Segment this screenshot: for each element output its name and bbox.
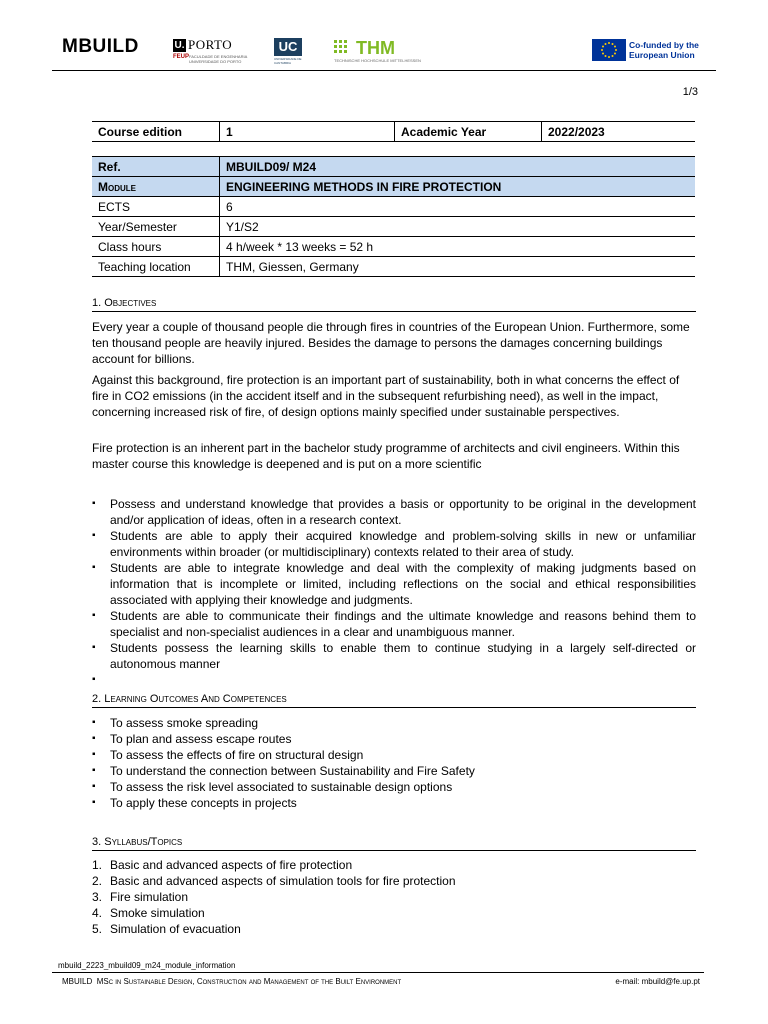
list-item: ▪ Students are able to integrate knowledge and deal with the complexity of making judgments based on information that is incomplete or limited, including reflections on the social and ethical responsibilities associated with applying their knowledge and judgments.	[92, 560, 696, 608]
table-row	[92, 217, 695, 237]
objectives-bullet-list	[92, 496, 696, 688]
list-item	[92, 921, 696, 937]
list-item: ▪ To plan and assess escape routes	[92, 731, 696, 747]
list-item: ▪ Students are able to communicate their findings and the ultimate knowledge and reasons behind them to specialist and non-specialist audiences in a clear and unambiguous manner.	[92, 608, 696, 640]
objectives-paragraph-2: Against this background, fire protection is an important part of sustainability, both in what concerns the effect of fire in CO2 emissions (in the accident itself and in the subsequent refurbishing need), as well in the impact, concerning increased risk of fire, of design options mainly specified under sustainable perspectives.	[92, 373, 680, 419]
item-text: Fire simulation	[110, 890, 189, 904]
footer-program-name: MSc in Sustainable Design, Construction and Management of the Built Environment	[96, 977, 402, 986]
thm-dots-icon	[334, 40, 348, 56]
footer-filename: mbuild_2223_mbuild09_m24_module_information	[58, 961, 236, 970]
eu-cofunded-text	[629, 40, 699, 60]
edition-label: Course edition	[92, 122, 220, 142]
syllabus-heading: 3. Syllabus/Topics	[92, 836, 696, 851]
syllabus-list	[92, 857, 696, 937]
item-number: 3.	[92, 890, 103, 904]
table-row	[92, 122, 695, 142]
ects-label: ECTS	[92, 197, 220, 217]
eu-flag-icon	[592, 39, 626, 61]
item-text: Basic and advanced aspects of fire protection	[110, 858, 353, 872]
uc-mark: UC	[274, 38, 302, 56]
module-info-table	[92, 156, 695, 277]
learning-outcomes-list	[92, 715, 696, 811]
list-item: ▪ To apply these concepts in projects	[92, 795, 696, 811]
academic-year-value: 2022/2023	[542, 122, 696, 142]
learning-outcomes-heading: 2. Learning Outcomes And Competences	[92, 693, 696, 708]
eu-cofunded-logo	[592, 38, 702, 64]
ref-value: MBUILD09/ M24	[220, 157, 696, 177]
objectives-paragraph-1: Every year a couple of thousand people die through fires in countries of the European Union. Furthermore, some ten thousand people are heavily injured. Besides the damage to persons the damages concerning buildings account for billions.	[92, 320, 690, 366]
teaching-location-label: Teaching location	[92, 257, 220, 277]
list-item: ▪ Students are able to apply their acquired knowledge and problem-solving skills in new or unfamiliar environments within broader (or multidisciplinary) contexts related to their area of study.	[92, 528, 696, 560]
teaching-location-value: THM, Giessen, Germany	[220, 257, 696, 277]
list-item	[92, 672, 696, 688]
uc-subtitle: UNIVERSIDADE DE CANTABRIA	[274, 57, 302, 65]
footer-program-prefix: MBUILD	[62, 977, 93, 986]
class-hours-value: 4 h/week * 13 weeks = 52 h	[220, 237, 696, 257]
item-text: Basic and advanced aspects of simulation tools for fire protection	[110, 874, 456, 888]
list-item: ▪ To understand the connection between Sustainability and Fire Safety	[92, 763, 696, 779]
eu-line-2: European Union	[629, 50, 695, 60]
uporto-mark: U.	[174, 40, 185, 51]
uporto-logo	[173, 37, 248, 65]
eu-line-1: Co-funded by the	[629, 40, 699, 50]
thm-wordmark: THM	[356, 38, 395, 58]
list-item	[92, 905, 696, 921]
feup-subtitle: FACULDADE DE ENGENHARIA UNIVERSIDADE DO PORTO	[189, 54, 248, 64]
course-edition-table	[92, 121, 695, 142]
mbuild-logo: MBUILD	[62, 36, 139, 57]
table-row	[92, 257, 695, 277]
ects-value: 6	[220, 197, 696, 217]
item-text: Smoke simulation	[110, 906, 205, 920]
feup-wordmark: FEUP	[173, 54, 190, 60]
class-hours-label: Class hours	[92, 237, 220, 257]
academic-year-label: Academic Year	[395, 122, 542, 142]
module-label: Module	[92, 177, 220, 197]
edition-value: 1	[220, 122, 395, 142]
list-item: ▪ Students possess the learning skills to enable them to continue studying in a largely self-directed or autonomous manner	[92, 640, 696, 672]
objectives-heading: 1. Objectives	[92, 297, 696, 312]
footer-email[interactable]: e-mail: mbuild@fe.up.pt	[615, 977, 700, 986]
item-number: 1.	[92, 858, 103, 872]
module-value: ENGINEERING METHODS IN FIRE PROTECTION	[220, 177, 696, 197]
page-number: 1/3	[682, 86, 698, 98]
list-item: ▪ Possess and understand knowledge that provides a basis or opportunity to be original in the development and/or application of ideas, often in a research context.	[92, 496, 696, 528]
thm-logo	[334, 37, 421, 65]
list-item: ▪ To assess smoke spreading	[92, 715, 696, 731]
year-semester-label: Year/Semester	[92, 217, 220, 237]
ref-label: Ref.	[92, 157, 220, 177]
list-item: ▪ To assess the effects of fire on structural design	[92, 747, 696, 763]
header-divider	[52, 70, 716, 71]
footer-program	[62, 977, 401, 986]
table-row	[92, 157, 695, 177]
uporto-wordmark: PORTO	[188, 37, 233, 52]
table-row	[92, 197, 695, 217]
page-header	[0, 0, 768, 72]
item-text: Simulation of evacuation	[110, 922, 241, 936]
footer-divider	[52, 972, 704, 973]
item-number: 5.	[92, 922, 103, 936]
list-item	[92, 889, 696, 905]
list-item	[92, 873, 696, 889]
item-number: 2.	[92, 874, 103, 888]
thm-subtitle: TECHNISCHE HOCHSCHULE MITTELHESSEN	[334, 58, 421, 63]
item-number: 4.	[92, 906, 103, 920]
uc-logo	[274, 38, 302, 63]
list-item	[92, 857, 696, 873]
table-row	[92, 177, 695, 197]
list-item: ▪ To assess the risk level associated to sustainable design options	[92, 779, 696, 795]
year-semester-value: Y1/S2	[220, 217, 696, 237]
table-row	[92, 237, 695, 257]
objectives-paragraph-3: Fire protection is an inherent part in the bachelor study programme of architects and civil engineers. Within this master course this knowledge is deepened and is put on a more scientific	[92, 441, 680, 471]
